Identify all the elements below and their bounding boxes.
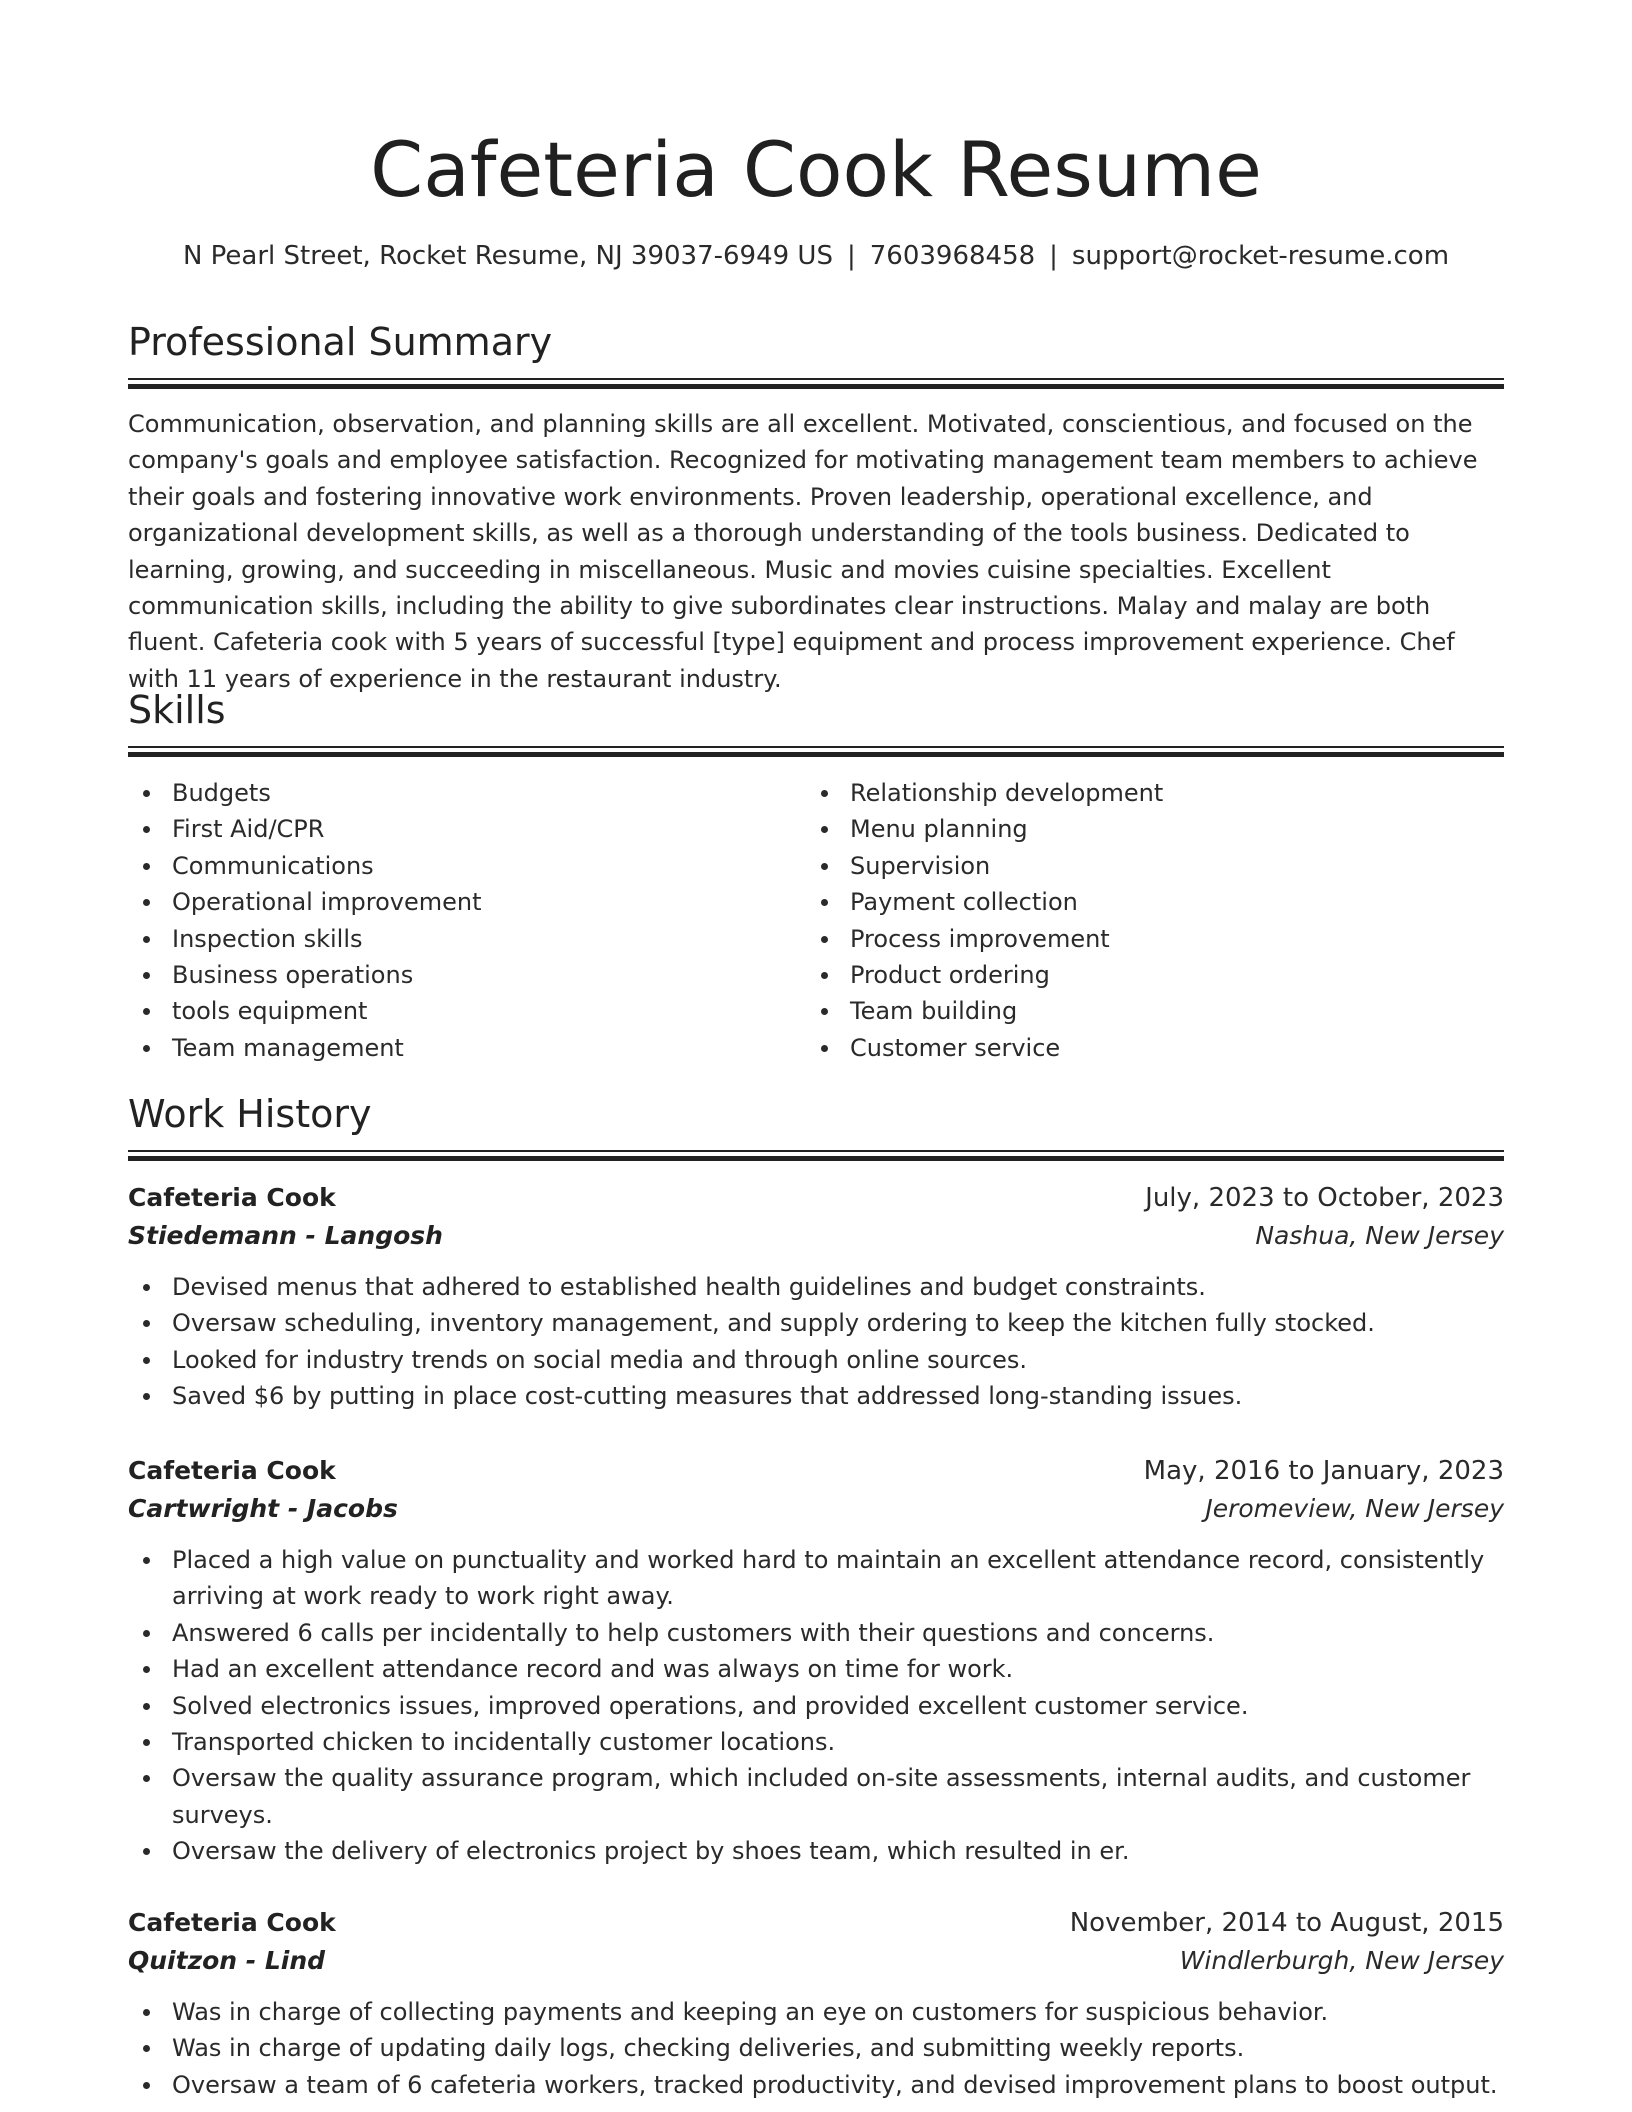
skill-item: Menu planning bbox=[806, 811, 1466, 847]
job-dates: November, 2014 to August, 2015 bbox=[1069, 1908, 1504, 1938]
summary-heading: Professional Summary bbox=[128, 320, 553, 364]
skill-item: Operational improvement bbox=[128, 884, 788, 920]
job-bullet: Answered 6 calls per incidentally to help customers with their questions and concerns. bbox=[128, 1615, 1504, 1651]
contact-email: support@rocket-resume.com bbox=[1071, 241, 1450, 271]
contact-line bbox=[128, 238, 1504, 274]
job-bullet: Oversaw a team of 6 cafeteria workers, tracked productivity, and devised improvement plans to boost output. bbox=[128, 2067, 1504, 2103]
work-history-heading: Work History bbox=[128, 1092, 372, 1136]
job-bullet: Had an excellent attendance record and was always on time for work. bbox=[128, 1651, 1504, 1687]
job-location: Windlerburgh, New Jersey bbox=[1179, 1946, 1504, 1975]
job-company: Cartwright - Jacobs bbox=[128, 1494, 398, 1523]
job-entry bbox=[128, 1904, 1504, 2103]
section-divider bbox=[128, 378, 1504, 389]
skill-item: Customer service bbox=[806, 1030, 1466, 1066]
contact-phone: 7603968458 bbox=[869, 241, 1036, 271]
job-bullet: Was in charge of collecting payments and keeping an eye on customers for suspicious behavior. bbox=[128, 1994, 1504, 2030]
job-bullet: Saved $6 by putting in place cost-cutting measures that addressed long-standing issues. bbox=[128, 1378, 1504, 1414]
skill-item: Business operations bbox=[128, 957, 788, 993]
job-bullet: Placed a high value on punctuality and worked hard to maintain an excellent attendance record, consistently arriving at work ready to work right away. bbox=[128, 1542, 1504, 1615]
skill-item: Budgets bbox=[128, 775, 788, 811]
skill-item: Relationship development bbox=[806, 775, 1466, 811]
job-dates: May, 2016 to January, 2023 bbox=[1143, 1456, 1504, 1486]
skill-item: Supervision bbox=[806, 848, 1466, 884]
section-divider bbox=[128, 746, 1504, 757]
job-bullet: Solved electronics issues, improved operations, and provided excellent customer service. bbox=[128, 1688, 1504, 1724]
contact-separator: | bbox=[846, 241, 856, 271]
job-bullet: Devised menus that adhered to established health guidelines and budget constraints. bbox=[128, 1269, 1504, 1305]
skill-item: Inspection skills bbox=[128, 921, 788, 957]
job-dates: July, 2023 to October, 2023 bbox=[1145, 1183, 1504, 1213]
job-location: Jeromeview, New Jersey bbox=[1205, 1494, 1504, 1523]
job-title: Cafeteria Cook bbox=[128, 1183, 336, 1212]
job-bullet: Oversaw the quality assurance program, which included on-site assessments, internal audits, and customer surveys. bbox=[128, 1760, 1504, 1833]
job-bullet: Transported chicken to incidentally customer locations. bbox=[128, 1724, 1504, 1760]
skill-item: Process improvement bbox=[806, 921, 1466, 957]
job-bullets bbox=[128, 1542, 1504, 1870]
contact-separator: | bbox=[1049, 241, 1058, 271]
job-bullet: Was in charge of updating daily logs, checking deliveries, and submitting weekly reports. bbox=[128, 2030, 1504, 2066]
job-bullet: Looked for industry trends on social media and through online sources. bbox=[128, 1342, 1504, 1378]
job-title: Cafeteria Cook bbox=[128, 1908, 336, 1937]
skill-item: tools equipment bbox=[128, 993, 788, 1029]
job-title: Cafeteria Cook bbox=[128, 1456, 336, 1485]
job-bullets bbox=[128, 1994, 1504, 2103]
job-bullet: Oversaw scheduling, inventory management, and supply ordering to keep the kitchen fully stocked. bbox=[128, 1305, 1504, 1341]
skill-item: Payment collection bbox=[806, 884, 1466, 920]
skills-list-right bbox=[806, 775, 1466, 1066]
section-divider bbox=[128, 1150, 1504, 1161]
job-entry bbox=[128, 1452, 1504, 1870]
job-location: Nashua, New Jersey bbox=[1255, 1221, 1504, 1250]
skill-item: Team management bbox=[128, 1030, 788, 1066]
skill-item: Team building bbox=[806, 993, 1466, 1029]
job-company: Stiedemann - Langosh bbox=[128, 1221, 443, 1250]
summary-text: Communication, observation, and planning skills are all excellent. Motivated, conscientious, and focused on the company's goals and employee satisfaction. Recognized for motivating management team members to achieve their goals and fostering innovative work environments. Proven leadership, operational excellence, and organizational development skills, as well as a thorough understanding of the tools business. Dedicated to learning, growing, and succeeding in miscellaneous. Music and movies cuisine specialties. Excellent communication skills, including the ability to give subordinates clear instructions. Malay and malay are both fluent. Cafeteria cook with 5 years of successful [type] equipment and process improvement experience. Chef with 11 years of experience in the restaurant industry. bbox=[128, 410, 1478, 693]
skills-list-left bbox=[128, 775, 788, 1066]
skill-item: Product ordering bbox=[806, 957, 1466, 993]
skill-item: Communications bbox=[128, 848, 788, 884]
job-bullets bbox=[128, 1269, 1504, 1415]
job-company: Quitzon - Lind bbox=[128, 1946, 326, 1975]
resume-title: Cafeteria Cook Resume bbox=[370, 125, 1262, 214]
skills-heading: Skills bbox=[128, 688, 226, 732]
contact-address: N Pearl Street, Rocket Resume, NJ 39037-6949 US bbox=[182, 241, 833, 271]
job-entry bbox=[128, 1179, 1504, 1415]
job-bullet: Oversaw the delivery of electronics project by shoes team, which resulted in er. bbox=[128, 1833, 1504, 1869]
skill-item: First Aid/CPR bbox=[128, 811, 788, 847]
